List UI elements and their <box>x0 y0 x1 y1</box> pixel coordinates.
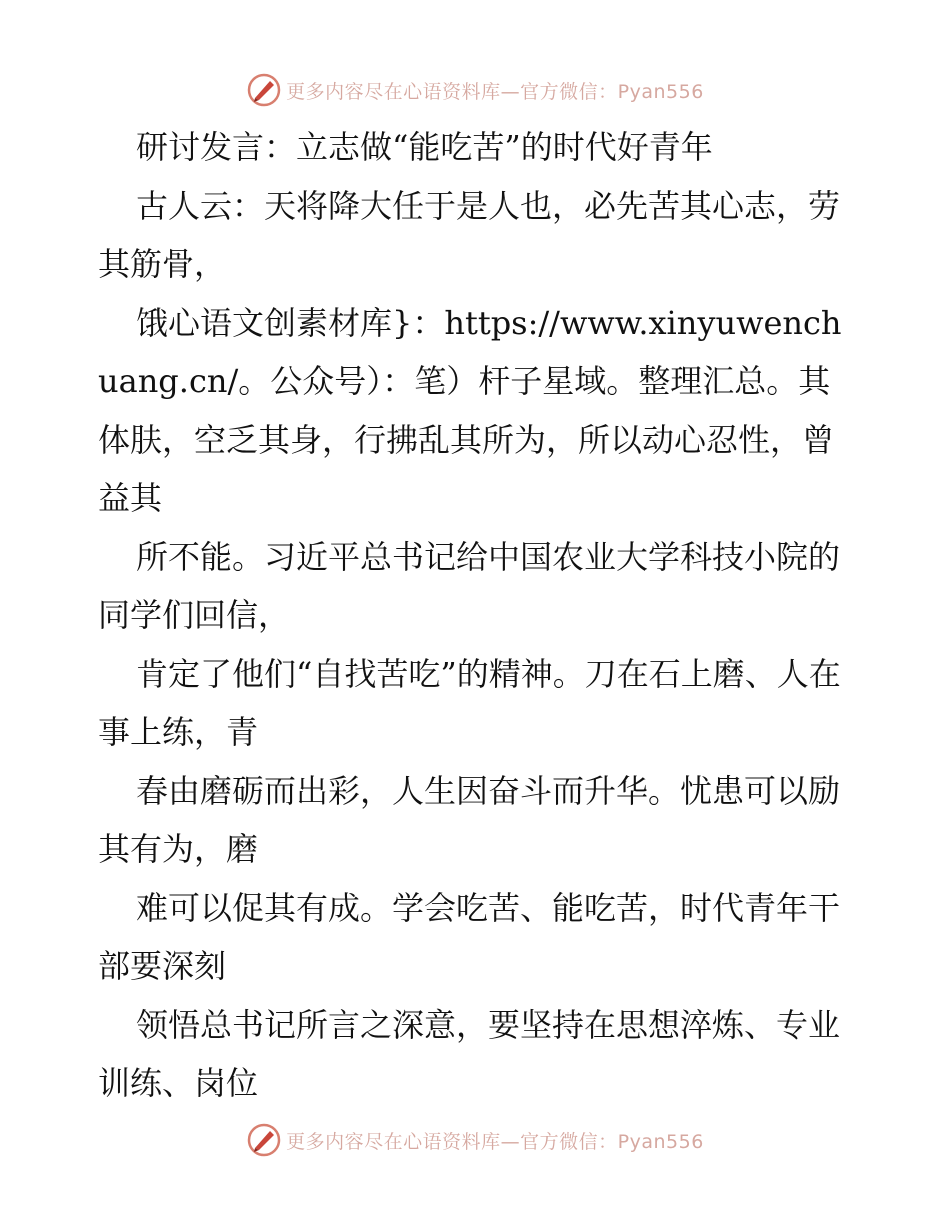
watermark-header <box>0 70 950 110</box>
paragraph: 难可以促其有成。学会吃苦、能吃苦，时代青年干部要深刻 <box>98 888 841 985</box>
watermark-text: 更多内容尽在心语资料库—官方微信：Pyan556 <box>286 80 704 103</box>
paragraph: 肯定了他们“自找苦吃”的精神。刀在石上磨、人在事上练，青 <box>98 654 841 751</box>
watermark-text: 更多内容尽在心语资料库—官方微信：Pyan556 <box>286 1130 704 1153</box>
pen-nib-circle-icon <box>246 72 282 108</box>
paragraph: 领悟总书记所言之深意，要坚持在思想淬炼、专业训练、岗位 <box>98 1005 841 1102</box>
paragraph: 所不能。习近平总书记给中国农业大学科技小院的同学们回信， <box>98 537 841 634</box>
paragraph: 饿心语文创素材库}：https://www.xinyuwenchuang.cn/。公众号）：笔）杆子星域。整理汇总。其体肤，空乏其身，行拂乱其所为，所以动心忍性，曾益其 <box>98 303 842 517</box>
paragraph: 古人云：天将降大任于是人也，必先苦其心志，劳其筋骨， <box>98 186 841 283</box>
paragraph: 春由磨砺而出彩，人生因奋斗而升华。忧患可以励其有为，磨 <box>98 771 841 868</box>
document-title: 研讨发言：立志做“能吃苦”的时代好青年 <box>136 128 713 166</box>
pen-nib-circle-icon <box>246 1122 282 1158</box>
watermark-footer <box>0 1120 950 1160</box>
document-body <box>98 118 858 1113</box>
